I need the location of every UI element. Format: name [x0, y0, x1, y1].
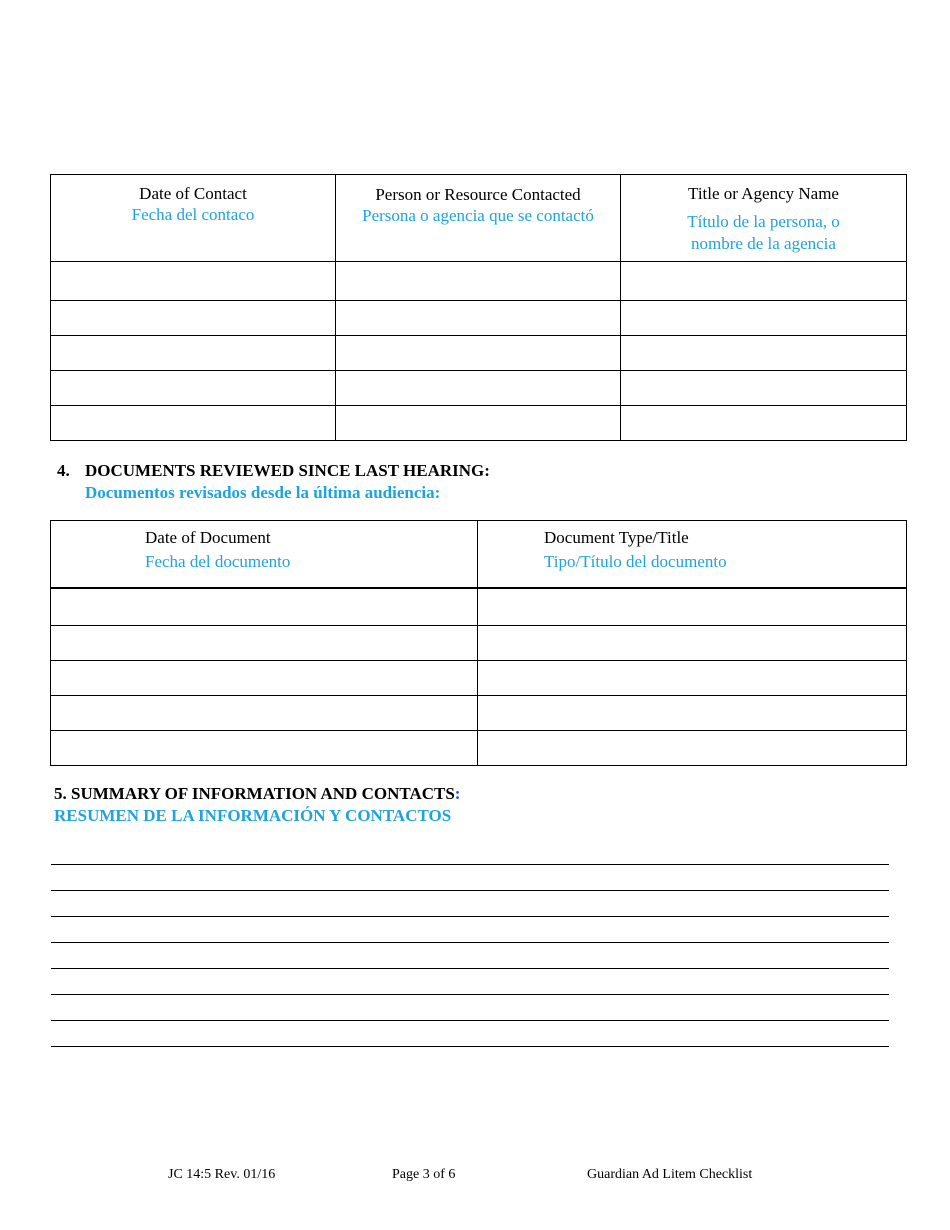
- summary-line[interactable]: [51, 891, 889, 917]
- summary-line[interactable]: [51, 995, 889, 1021]
- contacts-row: [51, 371, 907, 406]
- contact-title-cell[interactable]: [621, 406, 907, 441]
- document-type-cell[interactable]: [478, 696, 907, 731]
- contact-title-cell[interactable]: [621, 371, 907, 406]
- contacts-row: [51, 262, 907, 301]
- documents-row: [51, 661, 907, 696]
- documents-table: [50, 520, 907, 766]
- header-title-agency-es-line2: nombre de la agencia: [691, 234, 836, 253]
- contacts-table: [50, 174, 907, 441]
- summary-line[interactable]: [51, 943, 889, 969]
- contact-title-cell[interactable]: [621, 262, 907, 301]
- header-title-agency: [621, 175, 907, 262]
- contact-title-cell[interactable]: [621, 301, 907, 336]
- footer-form-title: Guardian Ad Litem Checklist: [587, 1167, 753, 1182]
- section-4-number: 4.: [57, 461, 70, 480]
- documents-row: [51, 588, 907, 626]
- document-date-cell[interactable]: [51, 731, 478, 766]
- header-date-of-contact: [51, 175, 336, 262]
- section-5-heading: [54, 783, 460, 827]
- summary-line[interactable]: [51, 865, 889, 891]
- header-person-contacted-en: Person or Resource Contacted: [375, 185, 581, 204]
- summary-writing-lines: [51, 838, 889, 1047]
- summary-line[interactable]: [51, 1021, 889, 1047]
- header-title-agency-en: Title or Agency Name: [688, 184, 839, 203]
- footer-form-number: JC 14:5 Rev. 01/16: [168, 1167, 276, 1182]
- header-document-type-en: Document Type/Title: [544, 528, 689, 547]
- documents-row: [51, 626, 907, 661]
- document-type-cell[interactable]: [478, 588, 907, 626]
- document-type-cell[interactable]: [478, 731, 907, 766]
- document-type-cell[interactable]: [478, 661, 907, 696]
- contact-date-cell[interactable]: [51, 371, 336, 406]
- contact-date-cell[interactable]: [51, 301, 336, 336]
- summary-line[interactable]: [51, 838, 889, 865]
- header-date-of-document-es: Fecha del documento: [145, 552, 291, 571]
- contact-date-cell[interactable]: [51, 262, 336, 301]
- section-5-colon: :: [454, 784, 461, 803]
- section-5-title-en: 5. SUMMARY OF INFORMATION AND CONTACTS: [54, 784, 455, 803]
- section-4-title-en: DOCUMENTS REVIEWED SINCE LAST HEARING:: [85, 461, 490, 480]
- document-date-cell[interactable]: [51, 588, 478, 626]
- document-type-cell[interactable]: [478, 626, 907, 661]
- documents-header-row: [51, 521, 907, 589]
- summary-line[interactable]: [51, 969, 889, 995]
- contact-date-cell[interactable]: [51, 336, 336, 371]
- contact-person-cell[interactable]: [336, 262, 621, 301]
- contacts-row: [51, 406, 907, 441]
- contact-person-cell[interactable]: [336, 371, 621, 406]
- header-document-type-es: Tipo/Título del documento: [544, 552, 727, 571]
- contacts-row: [51, 301, 907, 336]
- header-document-type: [478, 521, 907, 589]
- contact-person-cell[interactable]: [336, 406, 621, 441]
- document-date-cell[interactable]: [51, 661, 478, 696]
- section-4-title-es: Documentos revisados desde la última audiencia:: [85, 483, 441, 502]
- summary-line[interactable]: [51, 917, 889, 943]
- header-title-agency-es-line1: Título de la persona, o: [687, 212, 840, 231]
- section-5-title-es: RESUMEN DE LA INFORMACIÓN Y CONTACTOS: [54, 806, 452, 825]
- section-4-heading: [57, 460, 490, 504]
- header-date-of-document-en: Date of Document: [145, 528, 271, 547]
- header-date-of-contact-en: Date of Contact: [139, 184, 247, 203]
- contact-title-cell[interactable]: [621, 336, 907, 371]
- contacts-row: [51, 336, 907, 371]
- documents-row: [51, 731, 907, 766]
- header-person-contacted: [336, 175, 621, 262]
- contact-date-cell[interactable]: [51, 406, 336, 441]
- contact-person-cell[interactable]: [336, 301, 621, 336]
- header-person-contacted-es: Persona o agencia que se contactó: [362, 206, 594, 225]
- header-date-of-contact-es: Fecha del contaco: [131, 205, 255, 224]
- header-date-of-document: [51, 521, 478, 589]
- contact-person-cell[interactable]: [336, 336, 621, 371]
- document-date-cell[interactable]: [51, 626, 478, 661]
- documents-row: [51, 696, 907, 731]
- document-date-cell[interactable]: [51, 696, 478, 731]
- footer-page-number: Page 3 of 6: [392, 1167, 456, 1182]
- contacts-header-row: [51, 175, 907, 262]
